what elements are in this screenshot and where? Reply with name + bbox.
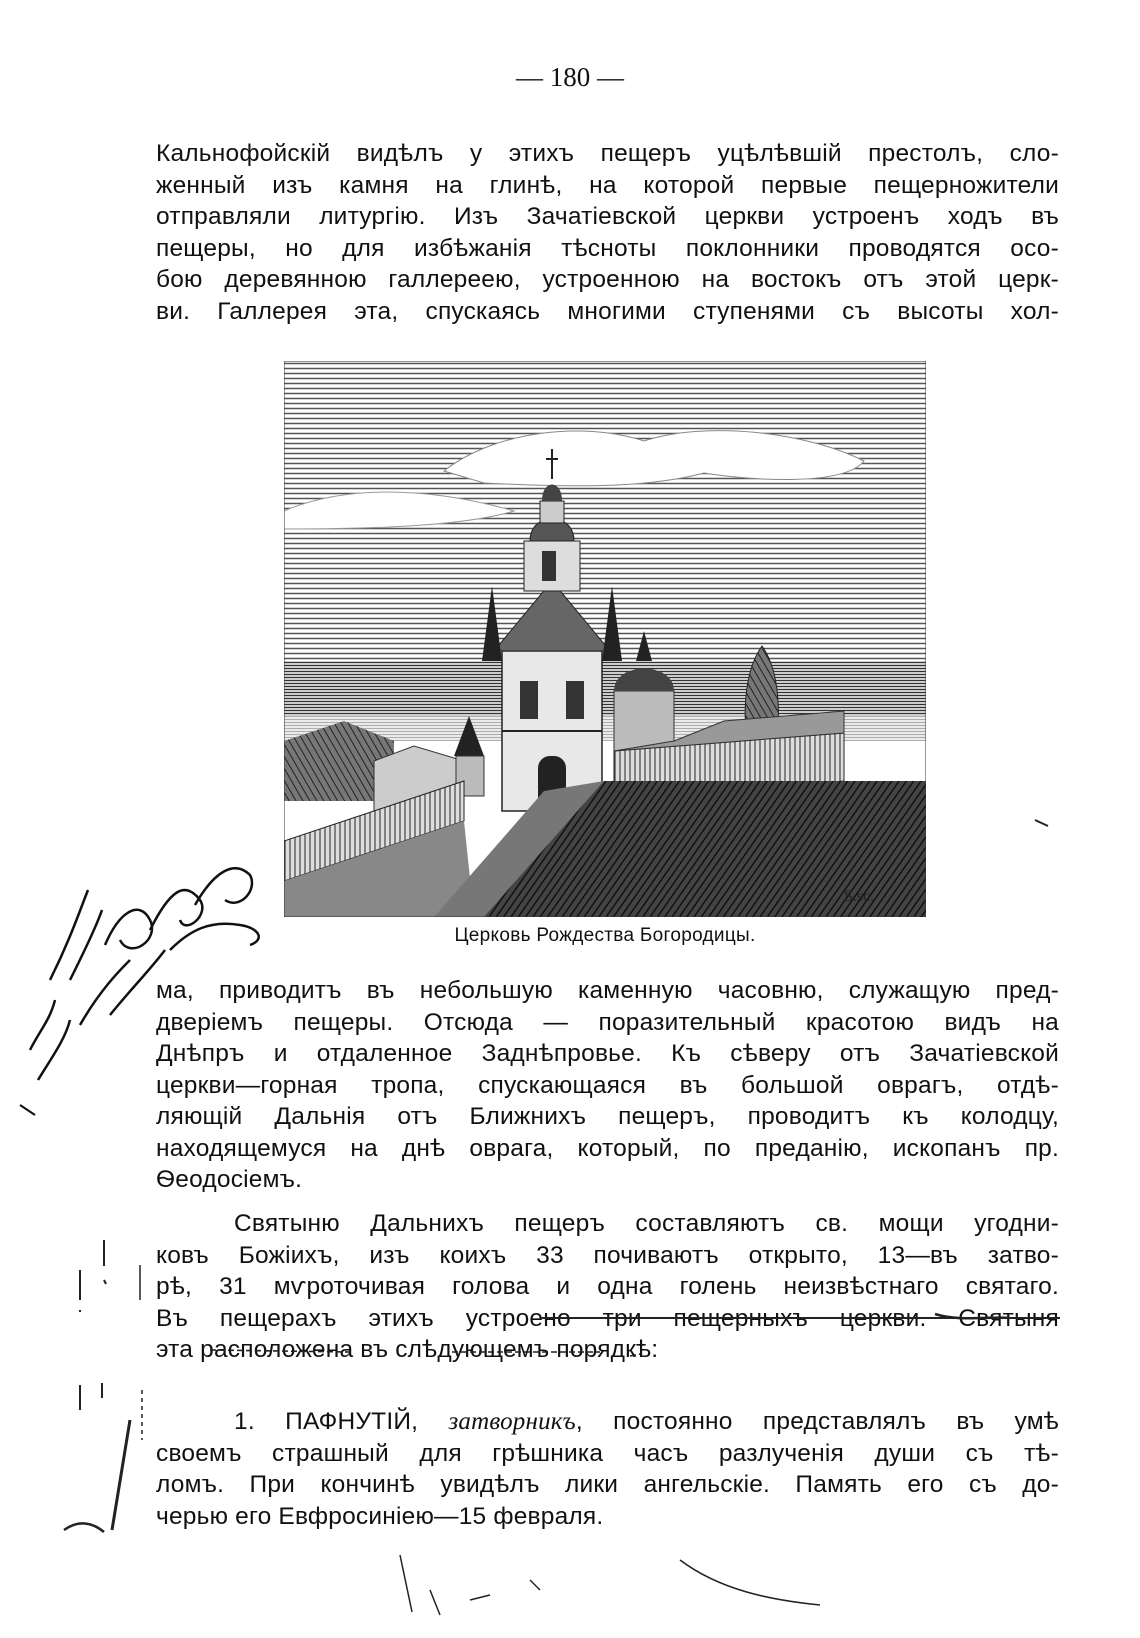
church-engraving [284, 361, 926, 917]
text-line: своемъ страшный для грѣшника часъ разлученія души съ тѣ- [156, 1439, 1059, 1467]
text-line: отправляли литургію. Изъ Зачатіевской церкви устроенъ ходъ въ [156, 203, 1059, 230]
text-line: дверіемъ пещеры. Отсюда — поразительный красотою видъ на [156, 1008, 1059, 1036]
text-line: находящемуся на днѣ оврага, который, по преданію, ископанъ пр. [156, 1134, 1059, 1162]
text-line: Днѣпръ и отдаленное Заднѣпровье. Къ сѣверу отъ Зачатіевской [156, 1040, 1059, 1067]
text-line: пещеры, но для избѣжанія тѣсноты поклонники проводятся осо- [156, 234, 1059, 262]
entry-name: 1. ПАФНУТІЙ, [234, 1408, 419, 1435]
paragraph-3 [156, 1208, 1059, 1366]
text-line: Ѳеодосіемъ. [156, 1166, 303, 1193]
text-line: ви. Галлерея эта, спускаясь многими ступенями съ высоты хол- [156, 297, 1059, 325]
figure-caption: Церковь Рождества Богородицы. [454, 925, 756, 946]
handwritten-margin-note [10, 850, 270, 1170]
text-line: бою деревянною галлереею, устроенною на востокъ отъ этой церк- [156, 266, 1059, 293]
text-line: ляющій Дальнія отъ Ближнихъ пещеръ, проводитъ къ колодцу, [156, 1103, 1059, 1130]
text-line-lead [156, 1406, 1059, 1438]
text-line: Святыню Дальнихъ пещеръ составляютъ св. мощи угодни- [234, 1210, 1059, 1237]
text-line: церкви—горная тропа, спускающаяся въ большой оврагъ, отдѣ- [156, 1071, 1059, 1099]
paragraph-1 [156, 138, 1059, 327]
page-number: — 180 — [516, 62, 624, 92]
text-line: эта расположена въ слѣдующемъ порядкѣ: [156, 1336, 659, 1363]
text-line: ковъ Божіихъ, изъ коихъ 33 почиваютъ открыто, 13—въ затво- [156, 1241, 1059, 1269]
paragraph-4 [156, 1406, 1059, 1532]
text-line: Кальнофойскій видѣлъ у этихъ пещеръ уцѣлѣвшій престолъ, сло- [156, 140, 1059, 167]
paragraph-2 [156, 975, 1059, 1196]
text-line: Въ пещерахъ этихъ устроено три пещерныхъ церкви. Святыня [156, 1304, 1059, 1332]
text-line: черью его Евфросиніею—15 февраля. [156, 1502, 604, 1530]
text-line: ломъ. При кончинѣ увидѣлъ лики ангельскіе. Память его съ до- [156, 1471, 1059, 1498]
svg-text:S.sc.: S.sc. [844, 888, 875, 905]
text-line: ма, приводитъ въ небольшую каменную часовню, служащую пред- [156, 977, 1059, 1004]
entry-text: , постоянно представлялъ въ умѣ [575, 1408, 1059, 1435]
text-line: женный изъ камня на глинѣ, на которой первые пещерножители [156, 171, 1059, 199]
text-line: рѣ, 31 мѵроточивая голова и одна голень неизвѣстнаго святаго. [156, 1273, 1059, 1300]
entry-title: затворникъ [448, 1408, 576, 1435]
